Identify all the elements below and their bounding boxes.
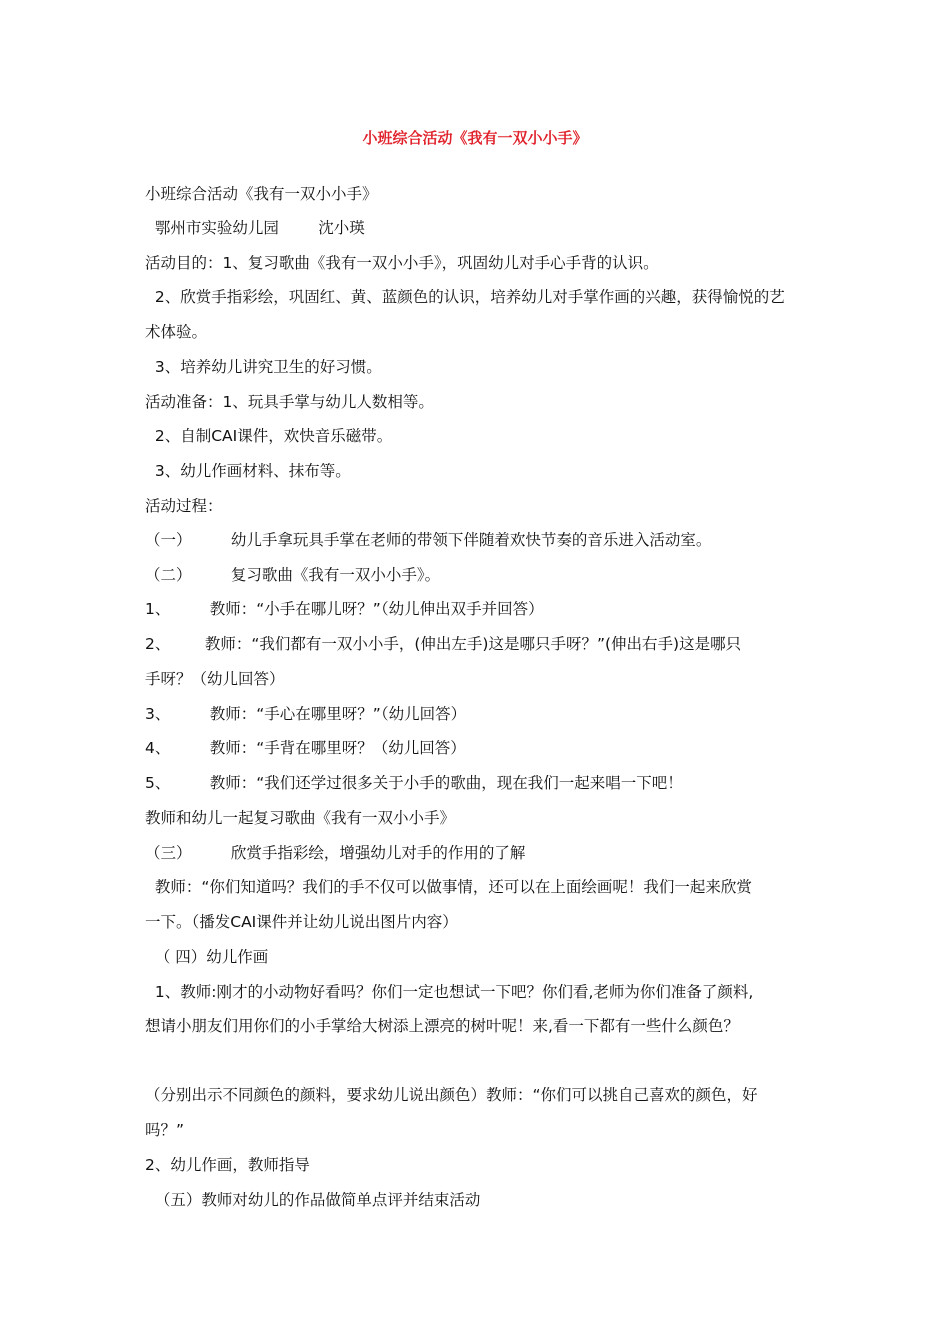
text-line: （二） 复习歌曲《我有一双小小手》。	[145, 566, 441, 584]
text-line: 1、 教师：“小手在哪儿呀？”（幼儿伸出双手并回答）	[145, 600, 544, 618]
text-line: 小班综合活动《我有一双小小手》	[145, 185, 378, 203]
text-line: 手呀？（幼儿回答）	[145, 670, 285, 688]
text-line: 1、教师:刚才的小动物好看吗？你们一定也想试一下吧？你们看,老师为你们准备了颜料,	[145, 983, 754, 1001]
text-line: （一） 幼儿手拿玩具手掌在老师的带领下伴随着欢快节奏的音乐进入活动室。	[145, 531, 712, 549]
text-line: 3、培养幼儿讲究卫生的好习惯。	[145, 358, 382, 376]
text-line: 3、 教师：“手心在哪里呀？”（幼儿回答）	[145, 705, 467, 723]
text-line: 2、 教师：“我们都有一双小小手，(伸出左手)这是哪只手呀？”(伸出右手)这是哪只	[145, 635, 742, 653]
text-line: 2、幼儿作画，教师指导	[145, 1156, 310, 1174]
text-line: 5、 教师：“我们还学过很多关于小手的歌曲，现在我们一起来唱一下吧！	[145, 774, 683, 792]
text-line: 想请小朋友们用你们的小手掌给大树添上漂亮的树叶呢！来,看一下都有一些什么颜色？	[145, 1017, 739, 1035]
text-line: 4、 教师：“手背在哪里呀？（幼儿回答）	[145, 739, 466, 757]
text-line: 吗？”	[145, 1121, 185, 1139]
text-line: （三） 欣赏手指彩绘，增强幼儿对手的作用的了解	[145, 844, 526, 862]
text-line: 活动目的：1、复习歌曲《我有一双小小手》，巩固幼儿对手心手背的认识。	[145, 254, 659, 272]
text-line: 教师和幼儿一起复习歌曲《我有一双小小手》	[145, 809, 456, 827]
text-line: 术体验。	[145, 323, 208, 341]
document-title: 小班综合活动《我有一双小小手》	[362, 129, 588, 147]
text-line: （分别出示不同颜色的颜料，要求幼儿说出颜色）教师：“你们可以挑自己喜欢的颜色，好	[145, 1086, 758, 1104]
text-line: 2、欣赏手指彩绘，巩固红、黄、蓝颜色的认识，培养幼儿对手掌作画的兴趣，获得愉悦的艺	[145, 288, 785, 306]
text-line: 鄂州市实验幼儿园 沈小瑛	[145, 219, 365, 237]
text-line: 活动准备：1、玩具手掌与幼儿人数相等。	[145, 393, 434, 411]
text-line: （五）教师对幼儿的作品做简单点评并结束活动	[145, 1191, 481, 1209]
text-line: 活动过程：	[145, 497, 223, 515]
text-line: 3、幼儿作画材料、抹布等。	[145, 462, 351, 480]
text-line: 2、自制CAI课件，欢快音乐磁带。	[145, 427, 393, 445]
text-line: 一下。（播发CAI课件并让幼儿说出图片内容）	[145, 913, 458, 931]
text-line: （ 四）幼儿作画	[145, 948, 269, 966]
text-line: 教师：“你们知道吗？我们的手不仅可以做事情，还可以在上面绘画呢！我们一起来欣赏	[145, 878, 752, 896]
